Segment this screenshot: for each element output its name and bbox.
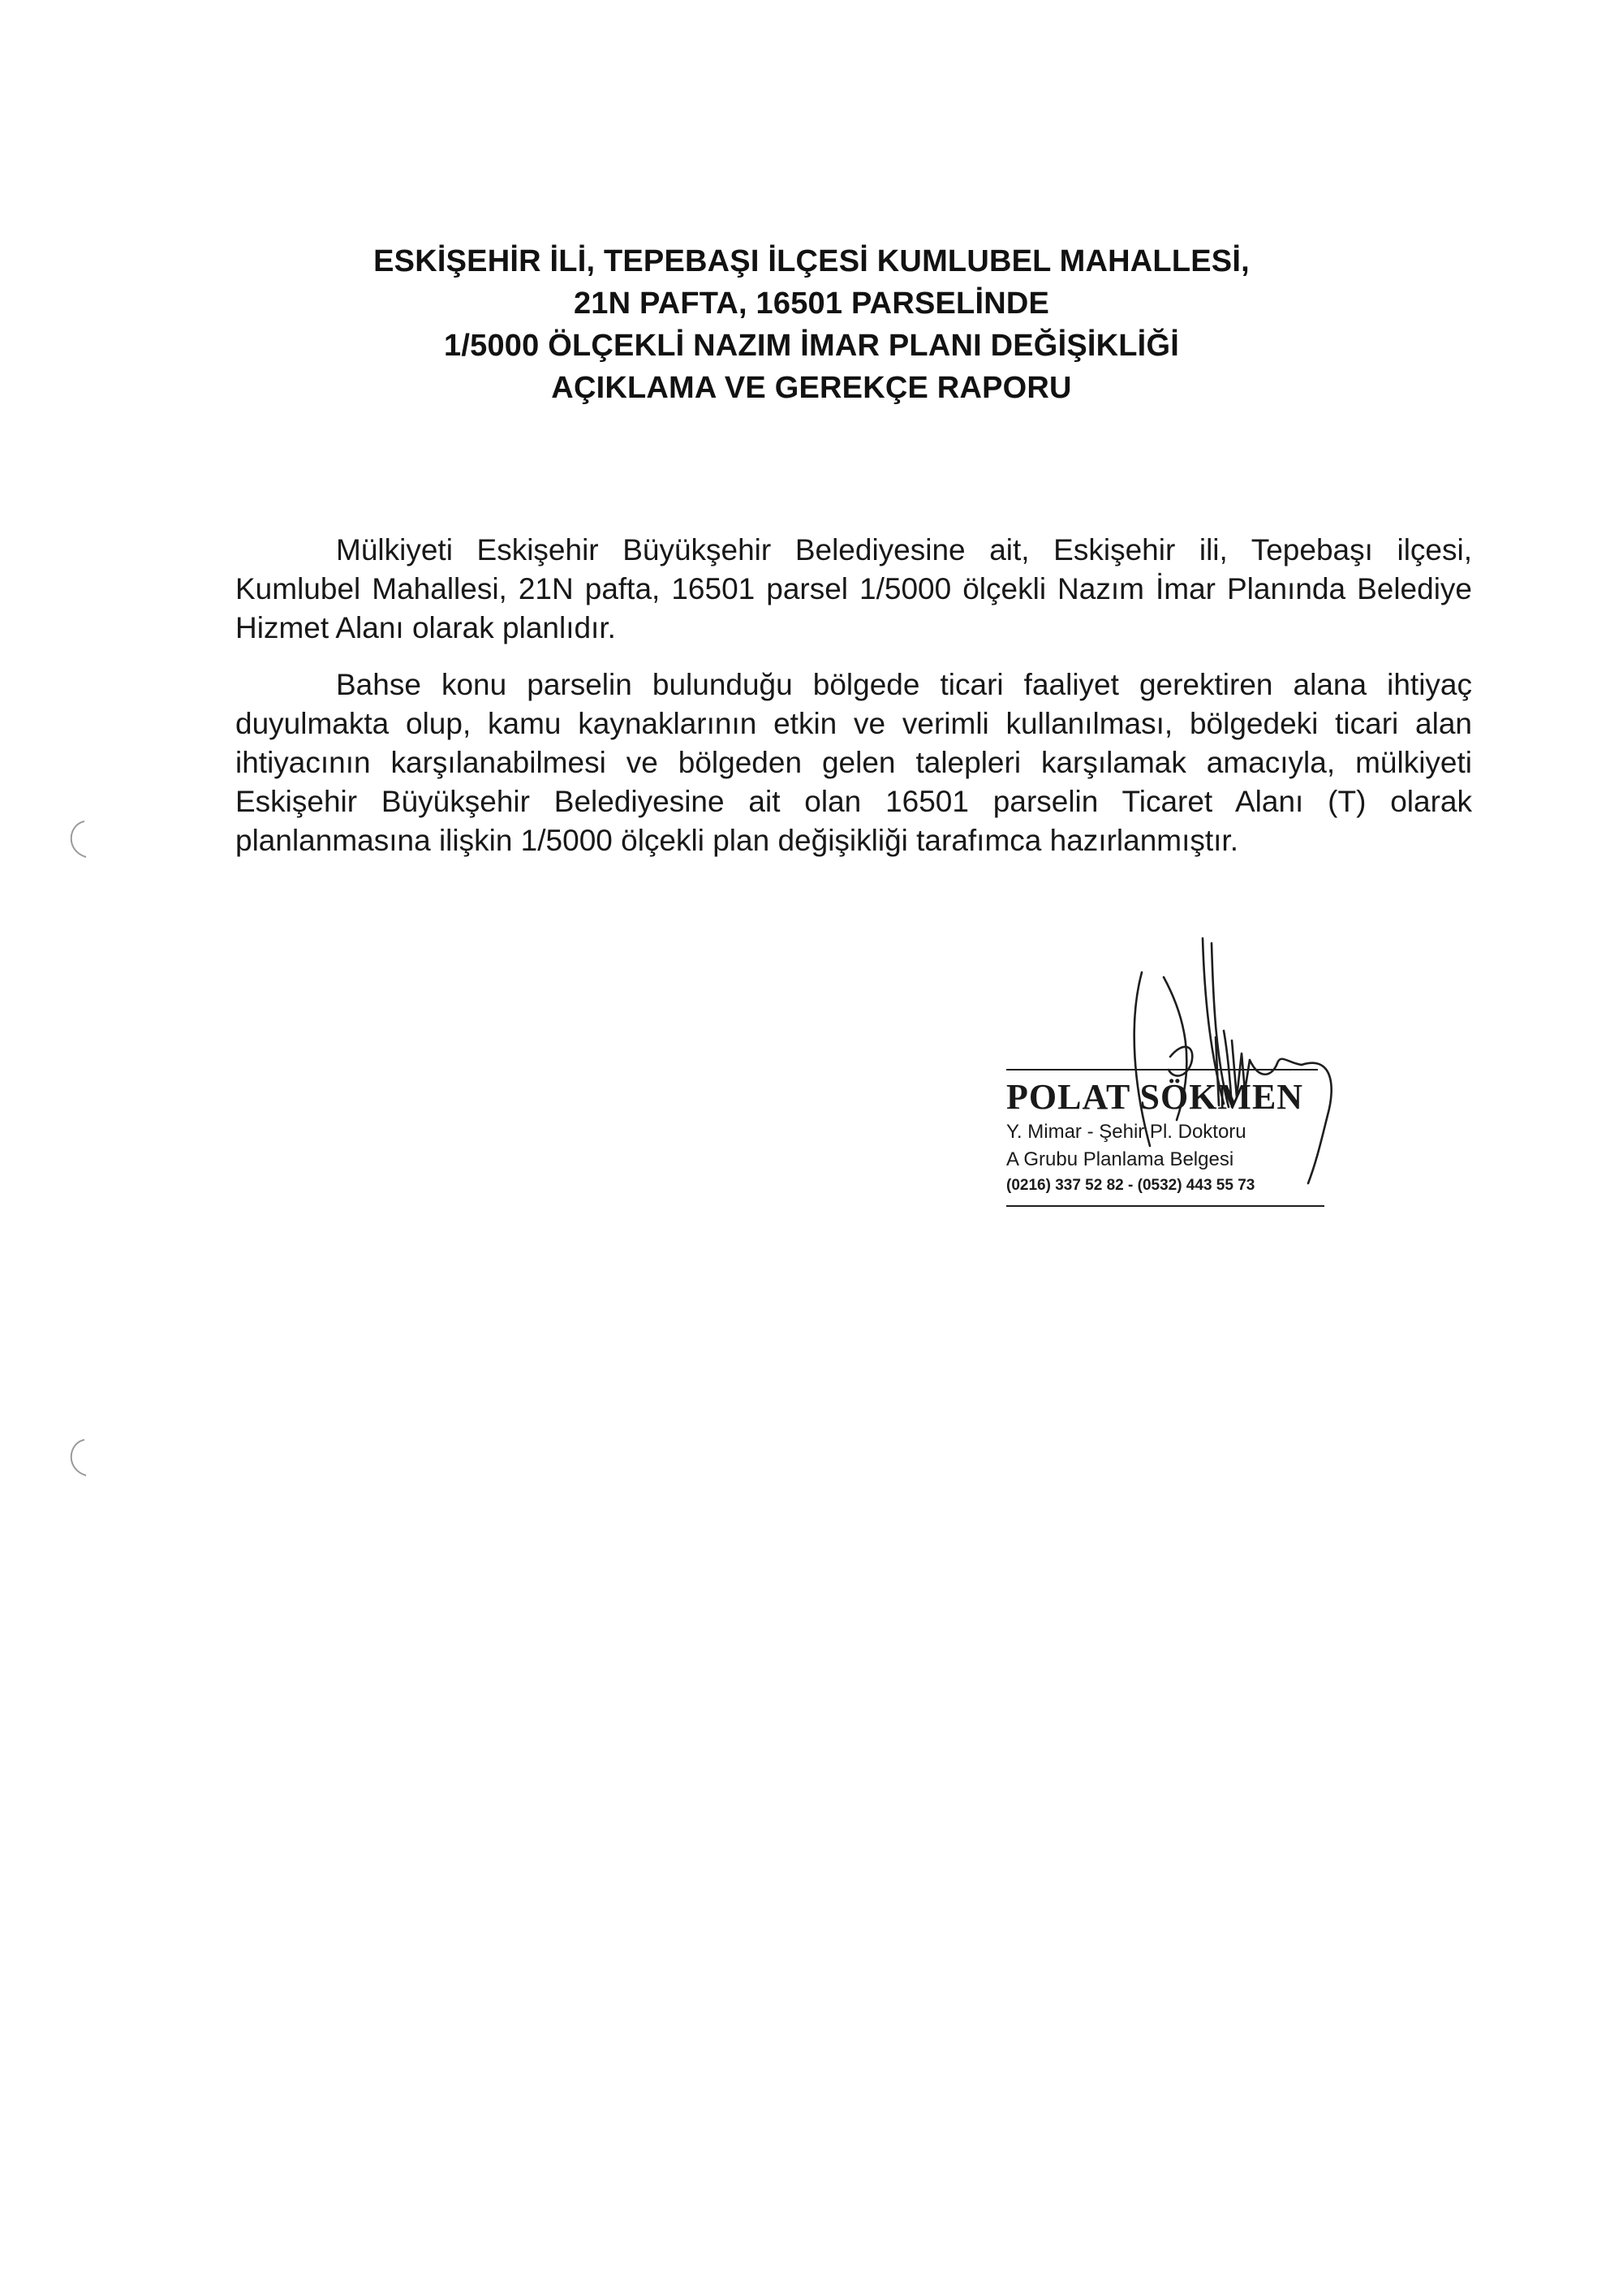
svg-text:Y. Mimar - Şehir Pl. Doktoru: Y. Mimar - Şehir Pl. Doktoru [1006, 1121, 1246, 1143]
report-title [0, 240, 1623, 409]
signature-stamp [984, 902, 1357, 1227]
title-line-3: 1/5000 ÖLÇEKLİ NAZIM İMAR PLANI DEĞİŞİKLİĞİ [444, 329, 1179, 363]
svg-text:A Grubu Planlama Belgesi: A Grubu Planlama Belgesi [1006, 1148, 1234, 1170]
title-line-2: 21N PAFTA, 16501 PARSELİNDE [573, 286, 1050, 321]
paragraph-1: Mülkiyeti Eskişehir Büyükşehir Belediyesine ait, Eskişehir ili, Tepebaşı ilçesi, Kumlubel Mahallesi, 21N pafta, 16501 parsel 1/5000 ölçekli Nazım İmar Planında Belediye Hizmet Alanı olarak planlıdır. [235, 533, 1472, 644]
title-line-4: AÇIKLAMA VE GEREKÇE RAPORU [551, 371, 1072, 405]
binder-hole-bottom [60, 1437, 93, 1479]
binder-hole-top [60, 818, 93, 860]
report-body [235, 531, 1472, 878]
stamp-image [984, 902, 1357, 1227]
title-line-1: ESKİŞEHİR İLİ, TEPEBAŞI İLÇESİ KUMLUBEL MAHALLESİ, [373, 244, 1250, 278]
svg-text:POLAT SÖKMEN: POLAT SÖKMEN [1006, 1077, 1304, 1117]
handwritten-signature [1134, 938, 1332, 1183]
paragraph-2: Bahse konu parselin bulunduğu bölgede ticari faaliyet gerektiren alana ihtiyaç duyulmakta olup, kamu kaynaklarının etkin ve verimli kullanılması, bölgedeki ticari alan ihtiyacının karşılanabilmesi ve bölgeden gelen talepleri karşılamak amacıyla, mülkiyeti Eskişehir Büyükşehir Belediyesine ait olan 16501 parselin Ticaret Alanı (T) olarak planlanmasına ilişkin 1/5000 ölçekli plan değişikliği tarafımca hazırlanmıştır. [235, 668, 1472, 857]
svg-text:(0216) 337 52 82 - (0532) 443: (0216) 337 52 82 - (0532) 443 55 73 [1006, 1177, 1255, 1194]
